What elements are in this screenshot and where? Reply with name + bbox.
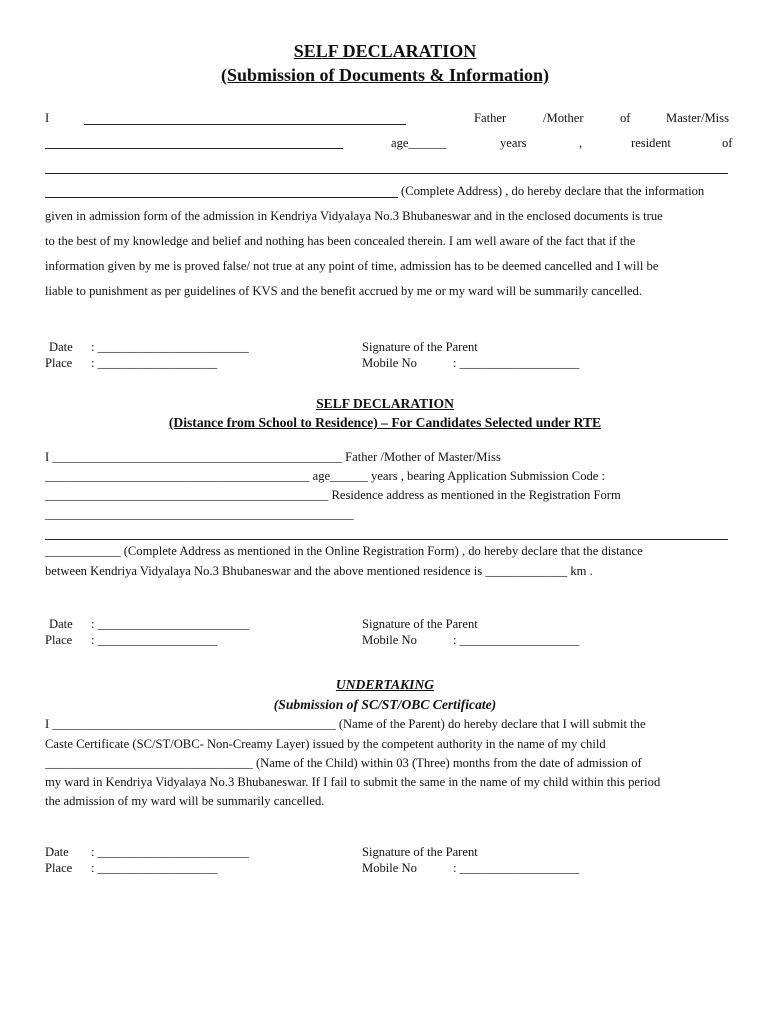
date-field[interactable]: : ________________________ bbox=[91, 340, 249, 354]
section1-subtitle: (Submission of Documents & Information) bbox=[220, 65, 550, 85]
of-word-2: of bbox=[722, 136, 733, 150]
place-field[interactable]: : ___________________ bbox=[91, 633, 218, 647]
section1-title: SELF DECLARATION bbox=[293, 41, 477, 61]
address-field-2[interactable] bbox=[45, 197, 398, 198]
of-word: of bbox=[620, 111, 631, 125]
mobile-field[interactable]: : ___________________ bbox=[453, 633, 580, 647]
mobile-label: Mobile No bbox=[362, 356, 417, 370]
undertaking-line: Caste Certificate (SC/ST/OBC- Non-Creamy Layer) issued by the competent authority in the name of my child bbox=[45, 737, 606, 751]
signature-label: Signature of the Parent bbox=[362, 617, 478, 631]
mobile-label: Mobile No bbox=[362, 633, 417, 647]
date-field[interactable]: : ________________________ bbox=[91, 845, 249, 859]
years-word: years bbox=[500, 136, 527, 150]
rte-line: _____________________________________________ Residence address as mentioned in the Registration Form bbox=[45, 488, 621, 502]
resident-word: resident bbox=[631, 136, 671, 150]
child-name-field[interactable] bbox=[45, 148, 343, 149]
declaration-line: given in admission form of the admission in Kendriya Vidyalaya No.3 Bhubaneswar and in the enclosed documents is true bbox=[45, 209, 663, 223]
address-field-1[interactable] bbox=[45, 173, 728, 174]
complete-address-text: (Complete Address) , do hereby declare that the information bbox=[401, 184, 705, 198]
place-field[interactable]: : ___________________ bbox=[91, 861, 218, 875]
rte-line: between Kendriya Vidyalaya No.3 Bhubaneswar and the above mentioned residence is _____________ km . bbox=[45, 564, 593, 578]
rte-line: I ______________________________________________ Father /Mother of Master/Miss bbox=[45, 450, 501, 464]
date-label: Date bbox=[49, 340, 73, 354]
place-label: Place bbox=[45, 356, 73, 370]
mobile-label: Mobile No bbox=[362, 861, 417, 875]
signature-label: Signature of the Parent bbox=[362, 845, 478, 859]
declaration-line: to the best of my knowledge and belief and nothing has been concealed therein. I am well aware of the fact that if the bbox=[45, 234, 636, 248]
mother-word: /Mother bbox=[543, 111, 584, 125]
declarant-i: I bbox=[45, 111, 50, 125]
undertaking-line: I _____________________________________________ (Name of the Parent) do hereby declare that I will submit the bbox=[45, 717, 646, 731]
comma: , bbox=[579, 136, 583, 150]
signature-label: Signature of the Parent bbox=[362, 340, 478, 354]
undertaking-line: _________________________________ (Name of the Child) within 03 (Three) months from the date of admission of bbox=[45, 756, 642, 770]
mobile-field[interactable]: : ___________________ bbox=[453, 356, 580, 370]
section3-subtitle: (Submission of SC/ST/OBC Certificate) bbox=[273, 697, 497, 712]
mobile-field[interactable]: : ___________________ bbox=[453, 861, 580, 875]
section3-title: UNDERTAKING bbox=[335, 677, 435, 692]
rte-line: _________________________________________________ bbox=[45, 507, 354, 521]
master-miss-word: Master/Miss bbox=[666, 111, 729, 125]
date-field[interactable]: : ________________________ bbox=[91, 617, 249, 631]
rte-line: ____________ (Complete Address as mentioned in the Online Registration Form) , do hereby declare that the distance bbox=[45, 544, 643, 558]
section2-title: SELF DECLARATION bbox=[316, 396, 454, 411]
age-field[interactable]: age______ bbox=[391, 136, 447, 150]
rte-address-field[interactable] bbox=[45, 539, 728, 540]
place-field[interactable]: : ___________________ bbox=[91, 356, 218, 370]
date-label: Date bbox=[49, 617, 73, 631]
father-word: Father bbox=[474, 111, 507, 125]
date-label: Date bbox=[45, 845, 69, 859]
place-label: Place bbox=[45, 633, 73, 647]
undertaking-line: the admission of my ward will be summarily cancelled. bbox=[45, 794, 325, 808]
declaration-line: liable to punishment as per guidelines of KVS and the benefit accrued by me or my ward will be summarily cancelled. bbox=[45, 284, 642, 298]
declaration-line: information given by me is proved false/ not true at any point of time, admission has to be deemed cancelled and I will be bbox=[45, 259, 659, 273]
undertaking-line: my ward in Kendriya Vidyalaya No.3 Bhubaneswar. If I fail to submit the same in the name of my child within this period bbox=[45, 775, 661, 789]
rte-line: __________________________________________ age______ years , bearing Application Submission Code : bbox=[45, 469, 606, 483]
place-label: Place bbox=[45, 861, 73, 875]
section2-subtitle: (Distance from School to Residence) – For Candidates Selected under RTE bbox=[168, 415, 602, 430]
parent-name-field[interactable] bbox=[84, 124, 406, 125]
